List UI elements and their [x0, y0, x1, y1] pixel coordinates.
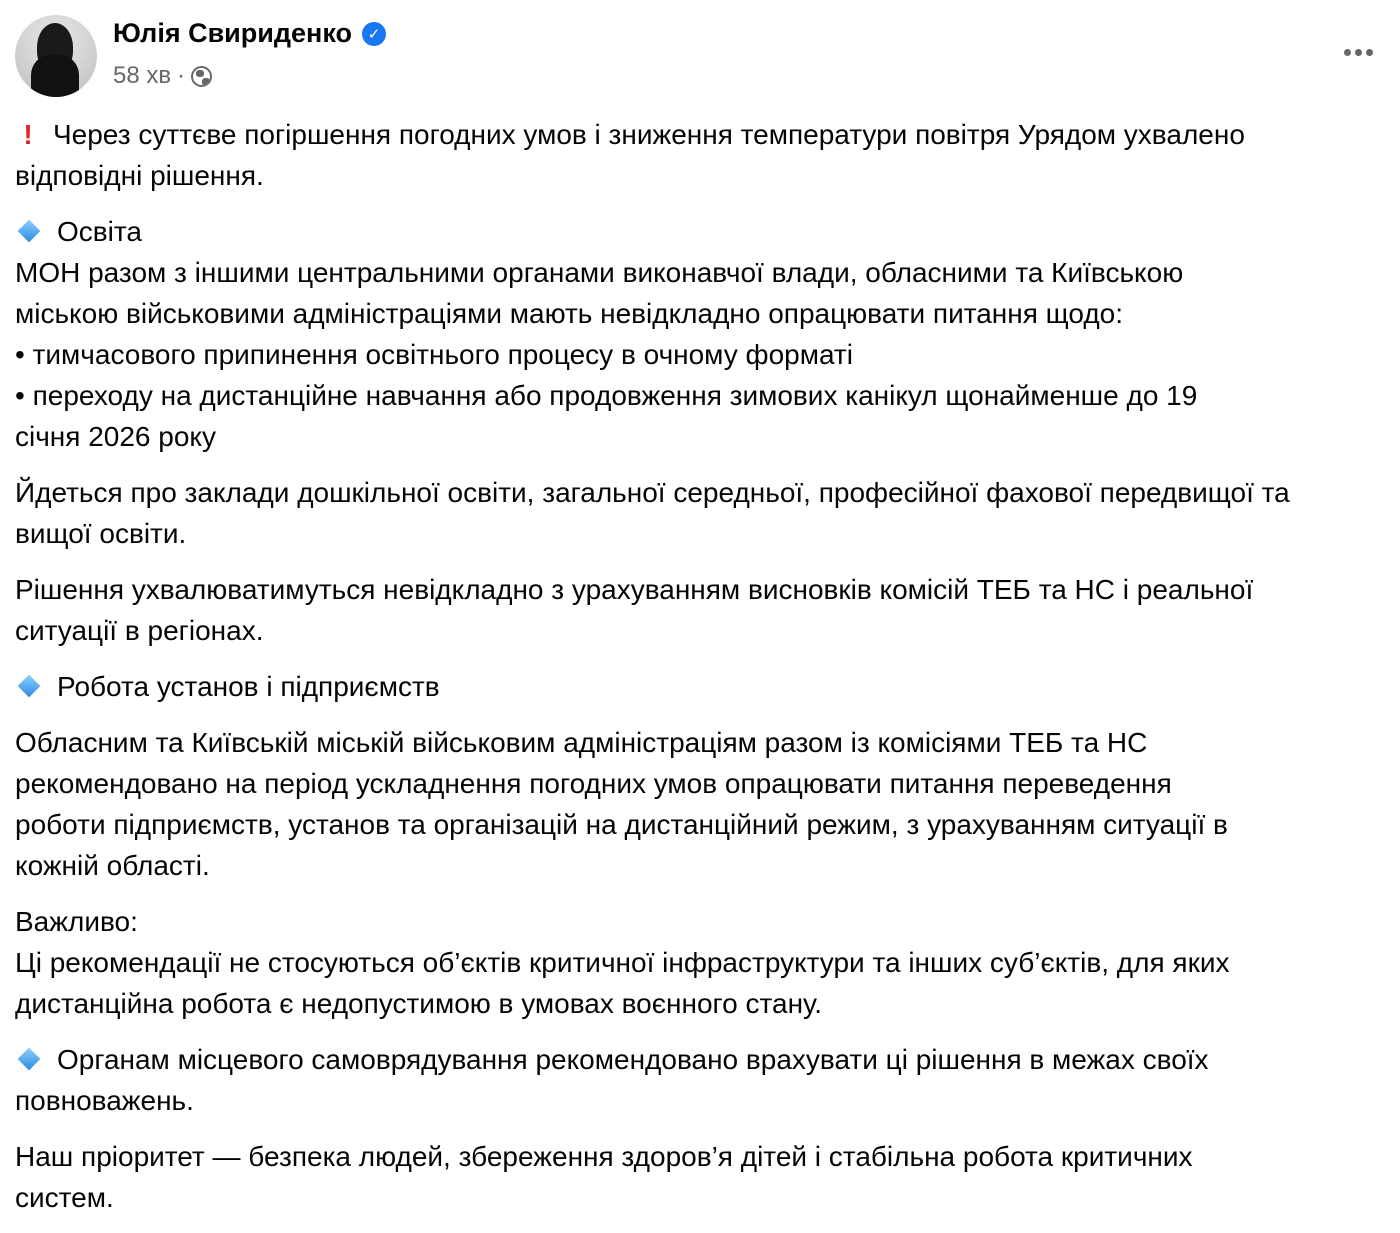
meta-separator: ·	[177, 62, 186, 89]
post-line	[15, 155, 1395, 196]
post-line	[15, 1080, 1395, 1121]
post-time[interactable]: 58 хв	[113, 62, 172, 89]
post-line	[15, 942, 1395, 983]
post-line-text: Рішення ухвалюватимуться невідкладно з урахуванням висновків комісій ТЕБ та НС і реальної	[15, 574, 1254, 605]
dot-icon	[1344, 49, 1351, 56]
post-line	[15, 334, 1395, 375]
post-paragraph	[15, 569, 1395, 651]
post-paragraph	[15, 114, 1395, 196]
author-avatar[interactable]	[15, 15, 97, 97]
dot-icon	[1355, 49, 1362, 56]
post-line	[15, 763, 1395, 804]
post-line-text: рекомендовано на період ускладнення погодних умов опрацювати питання переведення	[15, 768, 1172, 799]
post-line-text: Наш пріоритет — безпека людей, збереження здоров’я дітей і стабільна робота критичних	[15, 1141, 1193, 1172]
post-line-text: роботи підприємств, установ та організацій на дистанційний режим, з урахуванням ситуації в	[15, 809, 1228, 840]
post-line-text: • тимчасового припинення освітнього процесу в очному форматі	[15, 339, 853, 370]
author-header	[113, 18, 386, 49]
post-line	[15, 1039, 1395, 1080]
post-line	[15, 610, 1395, 651]
post-line-text: повноважень.	[15, 1085, 194, 1116]
post-paragraph	[15, 666, 1395, 707]
blue-diamond-icon	[18, 1047, 41, 1070]
post-line-text: систем.	[15, 1182, 114, 1213]
post-line	[15, 375, 1395, 416]
more-options-button[interactable]	[1336, 36, 1380, 68]
post-line-text: міською військовими адміністраціями мають невідкладно опрацювати питання щодо:	[15, 298, 1124, 329]
post-line	[15, 666, 1395, 707]
post-line	[15, 901, 1395, 942]
post-line	[15, 252, 1395, 293]
exclamation-icon: !	[23, 119, 33, 150]
post-line	[15, 845, 1395, 886]
blue-diamond-icon	[18, 219, 41, 242]
post-line-text: вищої освіти.	[15, 518, 187, 549]
post-line-text: кожній області.	[15, 850, 210, 881]
post-line-text: МОН разом з іншими центральними органами виконавчої влади, обласними та Київською	[15, 257, 1184, 288]
post-line-text: Освіта	[57, 216, 142, 247]
post-line	[15, 211, 1395, 252]
post-line-text: ситуації в регіонах.	[15, 615, 264, 646]
post-line-text: Органам місцевого самоврядування рекомендовано врахувати ці рішення в межах своїх	[57, 1044, 1209, 1075]
globe-icon	[191, 66, 212, 87]
post-line-text: Робота установ і підприємств	[57, 671, 440, 702]
blue-diamond-icon	[18, 674, 41, 697]
post-paragraph	[15, 1136, 1395, 1218]
post-line-text: Обласним та Київській міській військовим адміністраціям разом із комісіями ТЕБ та НС	[15, 727, 1148, 758]
post-line	[15, 804, 1395, 845]
post-paragraph	[15, 722, 1395, 886]
post-line-text: Важливо:	[15, 906, 138, 937]
post-line	[15, 722, 1395, 763]
dot-icon	[1366, 49, 1373, 56]
post-paragraph	[15, 901, 1395, 1024]
post-line-text: Через суттєве погіршення погодних умов і зниження температури повітря Урядом ухвалено	[53, 119, 1245, 150]
post-line-text: дистанційна робота є недопустимою в умовах воєнного стану.	[15, 988, 823, 1019]
post-line-text: Йдеться про заклади дошкільної освіти, загальної середньої, професійної фахової передвищої та	[15, 477, 1290, 508]
post-paragraph	[15, 472, 1395, 554]
post-line	[15, 513, 1395, 554]
post-line	[15, 1136, 1395, 1177]
post-line	[15, 569, 1395, 610]
post-line	[15, 416, 1395, 457]
post-line	[15, 983, 1395, 1024]
post-line-text: січня 2026 року	[15, 421, 216, 452]
post-line-text: Ці рекомендації не стосуються об’єктів критичної інфраструктури та інших суб’єктів, для яких	[15, 947, 1230, 978]
post-line	[15, 472, 1395, 513]
post-line-text: відповідні рішення.	[15, 160, 264, 191]
avatar-body	[31, 55, 79, 97]
post-paragraph	[15, 1039, 1395, 1121]
post-line-text: • переходу на дистанційне навчання або продовження зимових канікул щонайменше до 19	[15, 380, 1198, 411]
post-line	[15, 114, 1395, 155]
post-body	[15, 114, 1395, 1233]
verified-badge-icon: ✓	[362, 22, 386, 46]
post-paragraph	[15, 211, 1395, 457]
post-line	[15, 293, 1395, 334]
author-name[interactable]: Юлія Свириденко	[113, 18, 352, 48]
post-line	[15, 1177, 1395, 1218]
post-meta	[113, 62, 212, 90]
